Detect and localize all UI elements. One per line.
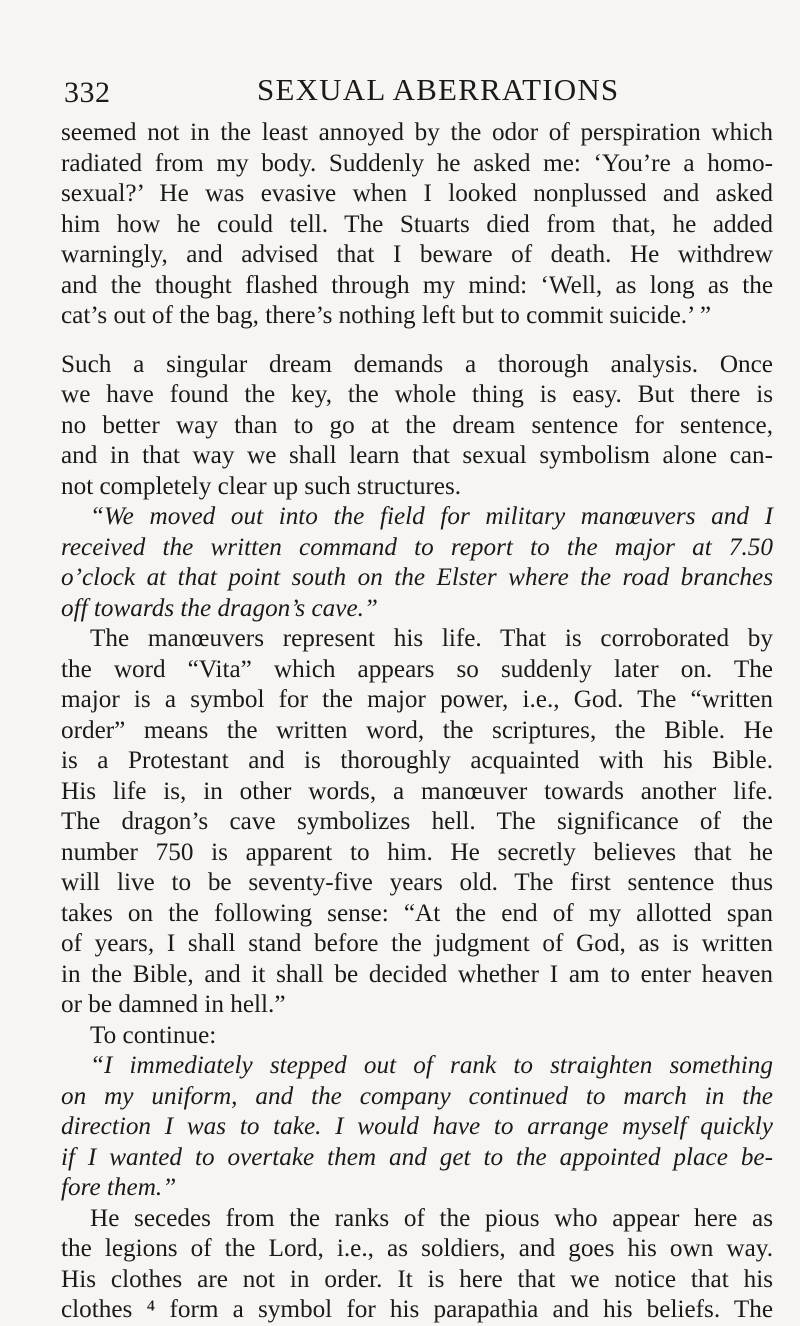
text-line: “I immediately stepped out of rank to straighten something — [90, 1052, 773, 1079]
text-line: The dragon’s cave symbolizes hell. The significance of the — [61, 808, 773, 835]
text-line: the legions of the Lord, i.e., as soldiers, and goes his own way. — [61, 1235, 773, 1262]
text-line: His life is, in other words, a manœuver towards another life. — [61, 777, 773, 805]
paragraph-interpretation — [61, 624, 773, 1021]
paragraph-analysis-intro — [61, 350, 773, 503]
text-line: Such a singular dream demands a thorough analysis. Once — [61, 350, 773, 378]
text-line: radiated from my body. Suddenly he asked me: ‘You’re a homo- — [61, 149, 773, 177]
text-line: will live to be seventy-five years old. The first sentence thus — [61, 869, 773, 896]
text-line: in the Bible, and it shall be decided whether I am to enter heaven — [61, 960, 773, 988]
page-header — [0, 66, 800, 110]
text-line: The manœuvers represent his life. That is corroborated by — [90, 625, 773, 652]
paragraph-dream-continuation — [61, 118, 773, 332]
paragraph-gap — [61, 332, 773, 350]
text-line: number 750 is apparent to him. He secretly believes that he — [61, 838, 773, 866]
text-line: warningly, and advised that I beware of death. He withdrew — [61, 241, 773, 268]
text-line: no better way than to go at the dream sentence for sentence, — [61, 411, 773, 439]
text-line: major is a symbol for the major power, i.e., God. The “written — [61, 686, 773, 713]
text-line: on my uniform, and the company continued to march in the — [61, 1082, 773, 1110]
text-line: and the thought flashed through my mind: ‘Well, as long as the — [61, 271, 773, 299]
text-line: takes on the following sense: “At the end of my allotted span — [61, 899, 773, 927]
text-line: To continue: — [90, 1021, 217, 1049]
quoted-dream-passage-2 — [61, 1051, 773, 1204]
text-line: o’clock at that point south on the Elster where the road branches — [61, 564, 773, 591]
text-line: we have found the key, the whole thing is easy. But there is — [61, 381, 773, 408]
text-line: order” means the written word, the scriptures, the Bible. He — [61, 716, 773, 744]
text-line: direction I was to take. I would have to arrange myself quickly — [61, 1113, 773, 1140]
text-line: His clothes are not in order. It is here that we notice that his — [61, 1265, 773, 1293]
text-line: sexual?’ He was evasive when I looked nonplussed and asked — [61, 180, 773, 207]
text-line: of years, I shall stand before the judgment of God, as is written — [61, 930, 773, 957]
text-line: clothes ⁴ form a symbol for his parapathia and his beliefs. The — [61, 1296, 773, 1323]
text-line: or be damned in hell.” — [61, 991, 286, 1018]
text-line: the word “Vita” which appears so suddenly later on. The — [61, 655, 773, 683]
running-title: SEXUAL ABERRATIONS — [257, 72, 620, 107]
text-line: fore them.” — [61, 1174, 177, 1201]
text-line: if I wanted to overtake them and get to the appointed place be- — [61, 1143, 773, 1171]
text-line: him how he could tell. The Stuarts died from that, he added — [61, 210, 773, 238]
text-line: off towards the dragon’s cave.” — [61, 594, 378, 622]
body-text — [61, 118, 773, 1326]
quoted-dream-passage — [61, 502, 773, 624]
text-line: is a Protestant and is thoroughly acquainted with his Bible. — [61, 747, 773, 774]
text-line: He secedes from the ranks of the pious who appear here as — [90, 1204, 773, 1232]
text-line: and in that way we shall learn that sexual symbolism alone can- — [61, 442, 773, 469]
text-line: “We moved out into the field for military manœuvers and I — [90, 503, 773, 530]
text-line: received the written command to report to the major at 7.50 — [61, 533, 773, 561]
paragraph-secedes — [61, 1204, 773, 1326]
page-number: 332 — [64, 76, 111, 109]
paragraph-to-continue — [61, 1021, 773, 1052]
text-line: cat’s out of the bag, there’s nothing left but to commit suicide.’ ” — [61, 302, 712, 329]
text-line: not completely clear up such structures. — [61, 472, 462, 500]
text-line: seemed not in the least annoyed by the odor of perspiration which — [61, 119, 773, 146]
